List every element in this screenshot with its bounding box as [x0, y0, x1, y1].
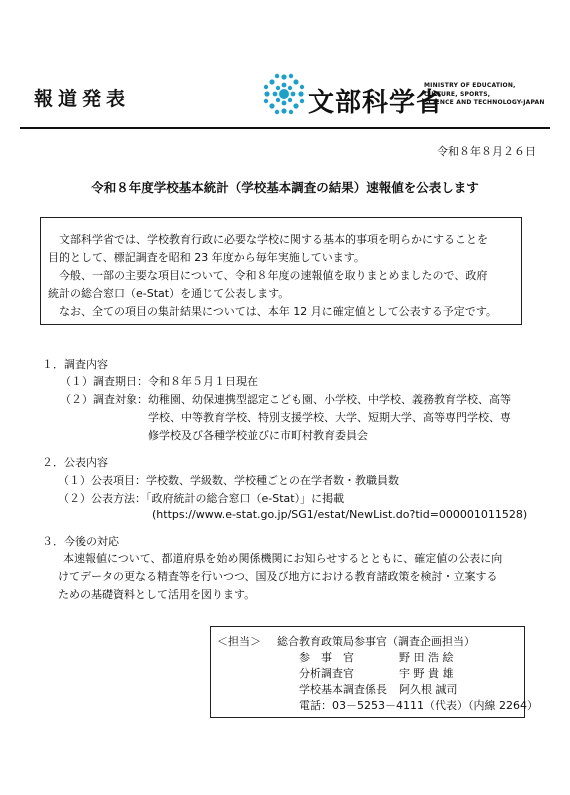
- section-heading: ２．公表内容: [42, 456, 108, 469]
- section-line: （２）調査対象：幼稚園、幼保連携型認定こども園、小学校、中学校、義務教育学校、高等: [60, 393, 511, 406]
- contact-phone: 電話：03－5253－4111（代表）（内線 2264）: [299, 699, 538, 712]
- intro-line: 目的として、標記調査を昭和 23 年度から毎年実施しています。: [48, 251, 365, 264]
- press-release-label: 報道発表: [34, 88, 131, 110]
- intro-line: なお、全ての項目の集計結果については、本年 12 月に確定値として公表する予定です。: [59, 305, 497, 318]
- contact-role: 分析調査官: [299, 667, 354, 680]
- section-heading: ３．今後の対応: [42, 535, 119, 548]
- section-line: （１）公表項目：学校数、学級数、学校種ごとの在学者数・教職員数: [58, 474, 399, 487]
- contact-role: 参 事 官: [299, 651, 354, 664]
- mext-logo: [262, 72, 306, 116]
- contact-name: 野 田 浩 絵: [399, 651, 454, 664]
- ministry-english-name: MINISTRY OF EDUCATION, CULTURE, SPORTS, SCIENCE AND TECHNOLOGY-JAPAN: [424, 82, 545, 106]
- section-line: 修学校及び各種学校並びに市町村教育委員会: [148, 429, 368, 442]
- intro-line: 今般、一部の主要な項目について、令和８年度の速報値を取りまとめましたので、政府: [59, 269, 488, 282]
- ministry-name: 文部科学省: [308, 88, 444, 118]
- contact-office: 総合教育政策局参事官（調査企画担当）: [277, 635, 475, 648]
- section-line: けてデータの更なる精査等を行いつつ、国及び地方における教育諸政策を検討・立案する: [58, 570, 498, 583]
- intro-line: 文部科学省では、学校教育行政に必要な学校に関する基本的事項を明らかにすることを: [59, 233, 488, 246]
- release-date: 令和８年８月２６日: [437, 145, 536, 158]
- estat-url: (https://www.e-stat.go.jp/SG1/estat/NewList.do?tid=000001011528): [152, 508, 528, 521]
- contact-role: 学校基本調査係長: [299, 683, 387, 696]
- intro-line: 統計の総合窓口（e-Stat）を通じて公表します。: [48, 287, 290, 300]
- section-line: （２）公表方法：「政府統計の総合窓口（e-Stat）」に掲載: [58, 492, 345, 505]
- contact-name: 宇 野 貴 雄: [399, 667, 454, 680]
- section-heading: １．調査内容: [42, 358, 108, 371]
- document-title: 令和８年度学校基本統計（学校基本調査の結果）速報値を公表します: [91, 180, 479, 195]
- contact-label: ＜担当＞: [217, 635, 261, 648]
- section-line: ための基礎資料として活用を図ります。: [58, 588, 256, 601]
- contact-box: [210, 626, 538, 718]
- section-line: 学校、中等教育学校、特別支援学校、大学、短期大学、高等専門学校、専: [148, 411, 511, 424]
- section-line: （１）調査期日：令和８年５月１日現在: [60, 375, 258, 388]
- header-divider: [20, 127, 550, 129]
- section-line: 本速報値について、都道府県を始め関係機関にお知らせするとともに、確定値の公表に向: [63, 552, 503, 565]
- intro-box: [40, 217, 522, 325]
- contact-name: 阿久根 誠司: [399, 683, 458, 696]
